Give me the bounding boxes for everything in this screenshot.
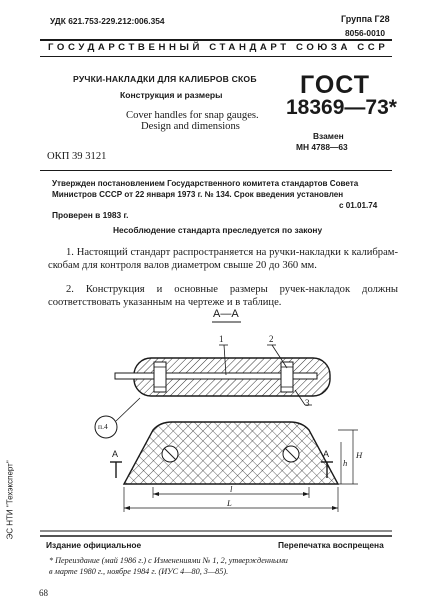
reissue-note-line-2: в марте 1980 г., ноябре 1984 г. (ИУС 4—80, 3—85). <box>49 567 229 576</box>
approval-line-1: Утвержден постановлением Государственного комитета стандартов Совета <box>52 179 359 188</box>
official-edition: Издание официальное <box>46 540 142 550</box>
section-label: А—А <box>213 308 239 320</box>
english-subtitle: Design and dimensions <box>141 121 240 132</box>
callout-2: 2 <box>269 334 274 344</box>
state-standard-banner: ГОСУДАРСТВЕННЫЙ СТАНДАРТ СОЮЗА ССР <box>48 42 389 53</box>
document-subtitle: Конструкция и размеры <box>120 90 223 100</box>
callout-1: 1 <box>219 334 224 344</box>
reissue-note-line-1: * Переиздание (май 1986 г.) с Изменениями № 1, 2, утвержденными <box>49 556 288 565</box>
plan-view <box>110 422 358 512</box>
detail-label: п.4 <box>98 422 108 431</box>
screw-left <box>154 362 166 392</box>
replaced-label: Взамен <box>313 131 344 141</box>
prosecution-notice: Несоблюдение стандарта преследуется по закону <box>113 225 323 235</box>
approval-line-3: с 01.01.74 <box>339 201 378 210</box>
english-title: Cover handles for snap gauges. <box>126 110 259 121</box>
dim-l: l <box>230 484 233 494</box>
paragraph-2: 2. Конструкция и основные размеры ручек-накладок должны соответствовать указанным на чертеже и в таблице. <box>48 284 398 308</box>
arrow-label-left: А <box>112 449 119 459</box>
dim-H: H <box>356 450 363 460</box>
gost-number: 18369—73* <box>286 96 397 119</box>
screw-right <box>281 362 293 392</box>
paragraph-1: 1. Настоящий стандарт распространяется на ручки-накладки к калибрам-скобам для контроля валов диаметром свыше 20 до 360 мм. <box>48 247 398 271</box>
page-number: 68 <box>39 588 48 598</box>
arrow-label-right: А <box>323 449 330 459</box>
group-code: Группа Г28 <box>341 14 390 24</box>
callout-3: 3 <box>305 398 310 408</box>
dim-h: h <box>343 458 348 468</box>
udk-code: УДК 621.753-229.212:006.354 <box>50 16 165 26</box>
document-title: РУЧКИ-НАКЛАДКИ ДЛЯ КАЛИБРОВ СКОБ <box>73 74 257 84</box>
gost-label: ГОСТ <box>300 71 370 99</box>
handle-plan-body <box>124 422 338 484</box>
section-view <box>95 322 330 438</box>
dim-L: L <box>227 498 232 508</box>
checked-year: Проверен в 1983 г. <box>52 210 129 220</box>
okp-code: ОКП 39 3121 <box>47 151 107 162</box>
margin-stamp: ЭС НТИ "Техэксперт" <box>5 460 15 540</box>
okstu-code: 8056-0010 <box>345 28 386 38</box>
reprint-prohibited: Перепечатка воспрещена <box>278 540 384 550</box>
approval-line-2: Министров СССР от 22 января 1973 г. № 134. Срок введения установлен <box>52 190 344 199</box>
replaced-value: МН 4788—63 <box>296 142 348 152</box>
